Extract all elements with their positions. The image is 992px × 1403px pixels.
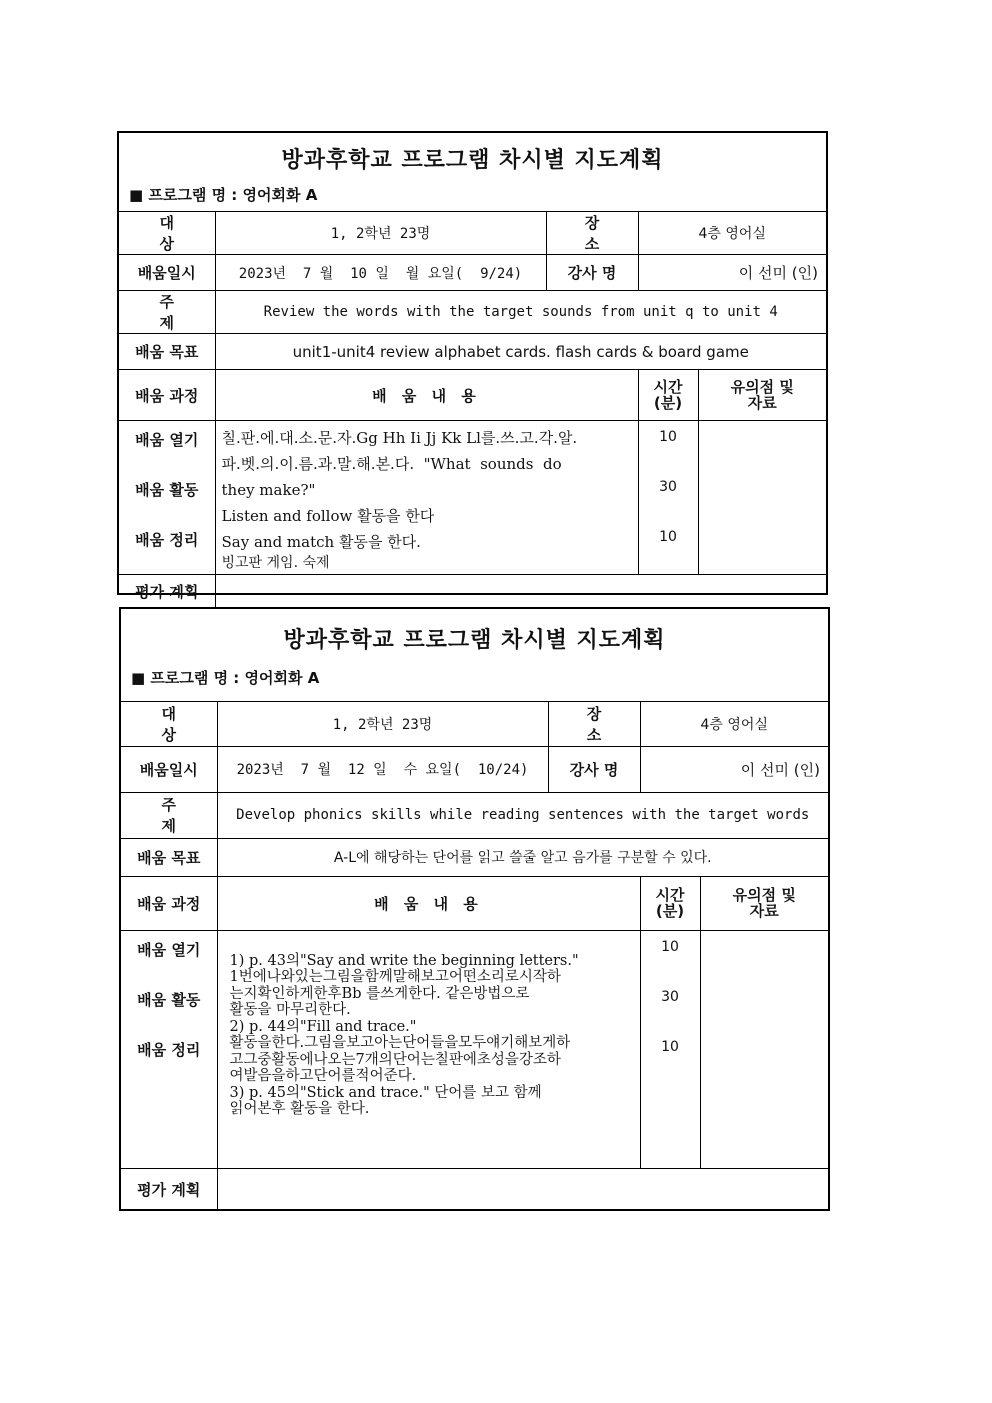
notes-label: 유의점 및 자료 [700, 876, 828, 930]
target-label: 대 상 [121, 702, 217, 746]
content-line: 칠.판.에.대.소.문.자.Gg Hh Ii Jj Kk Ll를.쓰.고.각.알. [221, 429, 578, 447]
notes-label: 유의점 및 자료 [698, 370, 826, 421]
time-wrapup: 10 [659, 529, 677, 545]
date-label: 배움일시 [119, 255, 215, 291]
place-value: 4층 영어실 [638, 212, 826, 255]
time-wrapup: 10 [661, 1038, 679, 1055]
program-name: ■ 프로그램 명 : 영어회화 A [129, 186, 318, 204]
goal-value: unit1-unit4 review alphabet cards. flash cards & board game [215, 334, 826, 370]
plan-header [119, 133, 826, 212]
topic-value: Review the words with the target sounds from unit q to unit 4 [215, 291, 826, 334]
target-value: 1, 2학년 23명 [215, 212, 546, 255]
target-value: 1, 2학년 23명 [217, 702, 548, 746]
topic-label: 주 제 [119, 291, 215, 334]
time-open: 10 [661, 938, 679, 955]
eval-value [217, 1168, 828, 1211]
plan-table [119, 212, 826, 609]
content-line: 3) p. 45의"Stick and trace." 단어를 보고 함께 [229, 1084, 542, 1101]
notes-cell [700, 930, 828, 1168]
eval-label: 평가 계획 [121, 1168, 217, 1211]
plan-title: 방과후학교 프로그램 차시별 지도계획 [283, 628, 666, 653]
stage-wrapup: 배움 정리 [137, 1040, 201, 1059]
content-line: 읽어본후 활동을 한다. [229, 1101, 370, 1117]
time-activity: 30 [659, 479, 677, 495]
content-label: 배 움 내 용 [215, 370, 638, 421]
content-line: 파.벳.의.이.름.과.말.해.본.다. "What sounds do [221, 455, 562, 473]
stage-activity: 배움 활동 [137, 990, 201, 1009]
content-line: 빙고판 게임. 숙제 [221, 555, 330, 571]
stage-open: 배움 열기 [137, 940, 201, 959]
stage-cell [119, 421, 215, 575]
plan-title: 방과후학교 프로그램 차시별 지도계획 [281, 148, 664, 173]
eval-label: 평가 계획 [119, 575, 215, 609]
teacher-value: 이 선미 (인) [638, 255, 826, 291]
date-label: 배움일시 [121, 746, 217, 792]
place-label: 장 소 [548, 702, 640, 746]
time-activity: 30 [661, 988, 679, 1005]
teacher-value: 이 선미 (인) [640, 746, 828, 792]
content-line: 고그중활동에나오는7개의단어는칠판에초성을강조하 [229, 1051, 561, 1068]
eval-value [215, 575, 826, 609]
teacher-label: 강사 명 [548, 746, 640, 792]
process-label: 배움 과정 [121, 876, 217, 930]
content-line: 1) p. 43의"Say and write the beginning letters." [229, 952, 579, 969]
goal-label: 배움 목표 [121, 838, 217, 876]
teacher-label: 강사 명 [546, 255, 638, 291]
content-line: 활동을 마무리한다. [229, 1002, 351, 1018]
target-label: 대 상 [119, 212, 215, 255]
stage-cell [121, 930, 217, 1168]
time-cell [638, 421, 698, 575]
content-line: 활동을한다.그림을보고아는단어들을모두얘기해보게하 [229, 1035, 571, 1051]
time-open: 10 [659, 429, 677, 445]
time-cell [640, 930, 700, 1168]
time-label: 시간 (분) [638, 370, 698, 421]
process-label: 배움 과정 [119, 370, 215, 421]
stage-wrapup: 배움 정리 [135, 531, 199, 549]
stage-activity: 배움 활동 [135, 481, 199, 499]
notes-cell [698, 421, 826, 575]
content-cell [217, 930, 640, 1168]
content-line: 2) p. 44의"Fill and trace." [229, 1018, 417, 1035]
lesson-plan-1 [117, 131, 828, 602]
goal-value: A-L에 해당하는 단어를 읽고 쓸줄 알고 음가를 구분할 수 있다. [217, 838, 828, 876]
lesson-plan-2 [119, 607, 830, 1211]
plan-header [121, 609, 828, 702]
program-name: ■ 프로그램 명 : 영어회화 A [131, 669, 320, 687]
time-label: 시간 (분) [640, 876, 700, 930]
content-cell [215, 421, 638, 575]
content-line: 는지확인하게한후Bb 를쓰게한다. 같은방법으로 [229, 985, 530, 1002]
content-line: 1번에나와있는그림을함께말해보고어떤소리로시작하 [229, 969, 561, 985]
goal-label: 배움 목표 [119, 334, 215, 370]
topic-label: 주 제 [121, 792, 217, 838]
plan-table [121, 702, 828, 1211]
content-line: they make?" [221, 481, 316, 499]
date-value: 2023년 7 월 12 일 수 요일( 10/24) [217, 746, 548, 792]
place-value: 4층 영어실 [640, 702, 828, 746]
content-line: 여발음을하고단어를적어준다. [229, 1068, 417, 1084]
date-value: 2023년 7 월 10 일 월 요일( 9/24) [215, 255, 546, 291]
content-label: 배 움 내 용 [217, 876, 640, 930]
topic-value: Develop phonics skills while reading sentences with the target words [217, 792, 828, 838]
stage-open: 배움 열기 [135, 431, 199, 449]
place-label: 장 소 [546, 212, 638, 255]
content-line: Say and match 활동을 한다. [221, 533, 421, 551]
content-line: Listen and follow 활동을 한다 [221, 507, 435, 525]
